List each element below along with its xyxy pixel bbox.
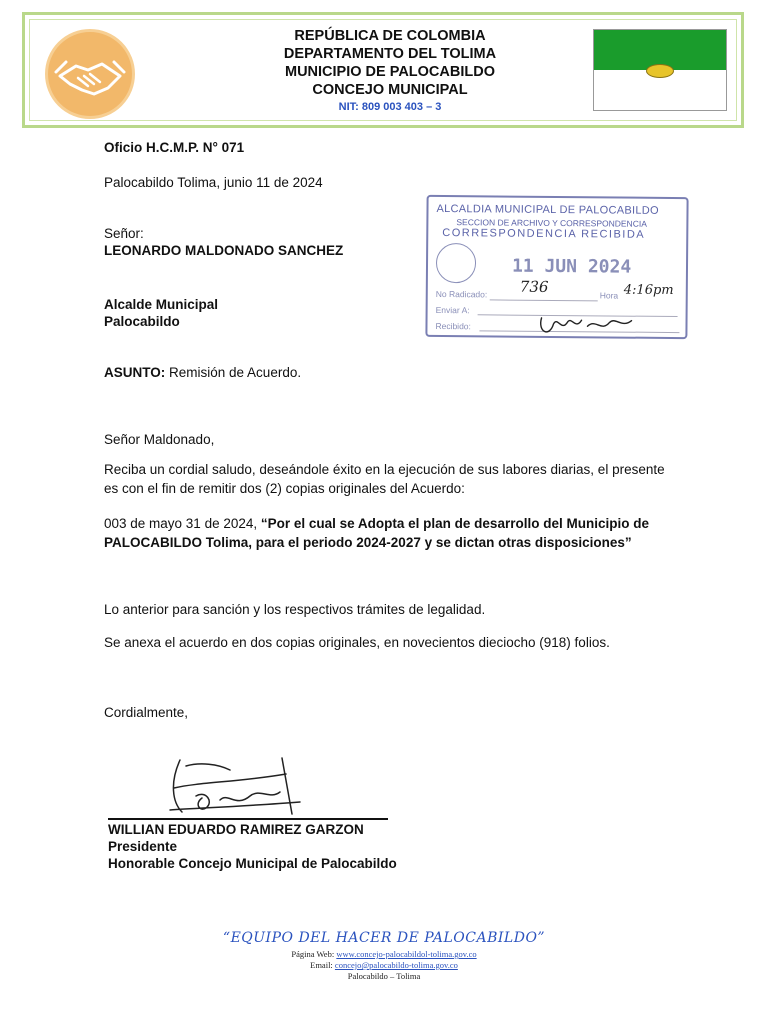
- stamp-signature: [535, 312, 635, 339]
- office-reference: Oficio H.C.M.P. N° 071: [104, 140, 245, 155]
- closing: Cordialmente,: [104, 705, 189, 720]
- nit-number: NIT: 809 003 403 – 3: [338, 101, 442, 113]
- paragraph-2: 003 de mayo 31 de 2024, “Por el cual se Adopta el plan de desarrollo del Municipio de PALOCABILDO Tolima, para el periodo 2024-2027 y se dictan otras disposiciones”: [104, 516, 649, 550]
- signature-line: [108, 818, 388, 820]
- stamp-radicado: 736: [519, 277, 549, 296]
- greeting: Señor Maldonado,: [104, 432, 215, 447]
- recipient-position: Alcalde Municipal: [104, 297, 219, 312]
- footer-city: Palocabildo – Tolima: [347, 971, 421, 981]
- paragraph-3: Lo anterior para sanción y los respectivos trámites de legalidad.: [104, 602, 486, 617]
- subject-line: [104, 364, 301, 381]
- salutation-title: Señor:: [104, 226, 144, 241]
- website-link[interactable]: www.concejo-palocabildol-tolima.gov.co: [336, 949, 477, 959]
- signer-role: Presidente: [108, 839, 178, 854]
- page-footer: “EQUIPO DEL HACER DE PALOCABILDO” Página Web: www.concejo-palocabildol-tolima.gov.co Email: concejo@palocabildo-tolima.gov.co Palocabildo – Tolima: [0, 930, 768, 982]
- subject-text: Remisión de Acuerdo.: [165, 365, 302, 380]
- stamp-seal-icon: [436, 243, 476, 283]
- stamp-date: 11 JUN 2024: [511, 255, 632, 278]
- letter-date: Palocabildo Tolima, junio 11 de 2024: [104, 175, 323, 190]
- handshake-seal-icon: [45, 29, 135, 119]
- paragraph-1: Reciba un cordial saludo, deseándole éxito en la ejecución de sus labores diarias, el presente es con el fin de remitir dos (2) copias originales del Acuerdo:: [104, 462, 665, 496]
- letterhead-title: REPÚBLICA DE COLOMBIA DEPARTAMENTO DEL TOLIMA MUNICIPIO DE PALOCABILDO CONCEJO MUNICIPAL NIT: 809 003 403 – 3: [225, 27, 555, 115]
- recipient-place: Palocabildo: [104, 314, 180, 329]
- subject-label: ASUNTO:: [104, 365, 166, 380]
- paragraph-4: Se anexa el acuerdo en dos copias originales, en novecientos dieciocho (918) folios.: [104, 635, 610, 650]
- footer-motto: “EQUIPO DEL HACER DE PALOCABILDO”: [222, 930, 546, 946]
- signer-name: WILLIAN EDUARDO RAMIREZ GARZON: [108, 822, 364, 837]
- received-stamp: ALCALDIA MUNICIPAL DE PALOCABILDO SECCION DE ARCHIVO Y CORRESPONDENCIA CORRESPONDENCIA RECIBIDA 11 JUN 2024 No Radicado: 736 Hora 4:16pm Enviar A: Recibido:: [425, 195, 688, 339]
- email-link[interactable]: concejo@palocabildo-tolima.gov.co: [334, 960, 458, 970]
- stamp-hour: 4:16pm: [623, 282, 674, 299]
- municipal-flag-icon: [593, 29, 727, 111]
- handwritten-signature: [110, 752, 310, 827]
- letterhead: [22, 12, 744, 128]
- signer-organization: Honorable Concejo Municipal de Palocabildo: [108, 856, 397, 871]
- recipient-name: LEONARDO MALDONADO SANCHEZ: [104, 243, 344, 258]
